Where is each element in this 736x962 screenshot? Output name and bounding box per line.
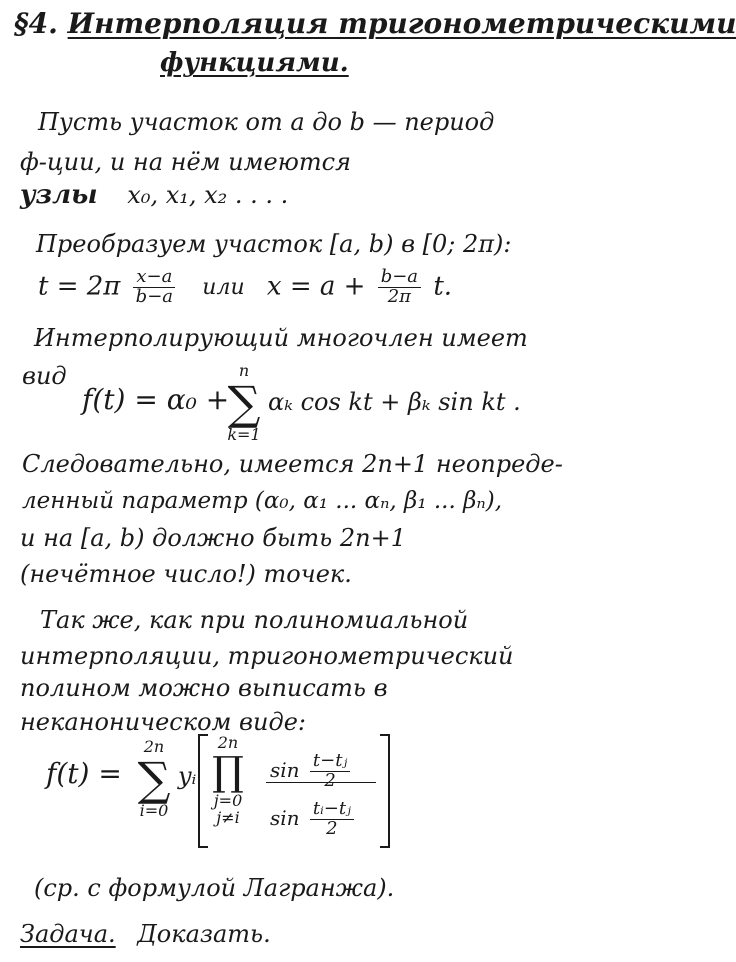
section-number: §4. bbox=[14, 7, 58, 40]
fraction-1-numerator: x−a bbox=[133, 268, 175, 288]
p5-line-2: интерполяции, тригонометрический bbox=[20, 642, 514, 670]
trig-poly-lhs: f(t) = α₀ + bbox=[82, 383, 230, 416]
x-tail: t. bbox=[433, 271, 453, 302]
product-j bbox=[208, 734, 248, 827]
p5-line-1: Так же, как при полиномиальной bbox=[40, 606, 469, 634]
product-symbol: ∏ bbox=[212, 748, 244, 795]
sum-i-lower: i=0 bbox=[139, 800, 169, 820]
denominator-fraction bbox=[310, 800, 354, 839]
sum-i-symbol: ∑ bbox=[137, 751, 171, 806]
nodes-list: x₀, x₁, x₂ . . . . bbox=[127, 181, 289, 209]
product-lower-2: j≠i bbox=[216, 808, 240, 828]
heading-line-1: Интерполяция тригонометрическими bbox=[67, 7, 736, 40]
ratio-numerator bbox=[270, 752, 354, 791]
t-lhs: t = 2π bbox=[38, 271, 121, 302]
fraction-1-denominator: b−a bbox=[135, 285, 174, 307]
task-label: Задача. bbox=[20, 920, 116, 948]
task-line bbox=[20, 922, 271, 946]
y-i: yᵢ bbox=[178, 762, 197, 790]
p4-line-4: (нечётное число!) точек. bbox=[20, 560, 352, 588]
sum-i bbox=[134, 738, 174, 819]
p1-line-3 bbox=[20, 182, 288, 208]
fraction-2-numerator: b−a bbox=[378, 268, 421, 288]
p3-line-2: вид bbox=[22, 362, 67, 390]
p5-line-3: полином можно выписать в bbox=[20, 674, 388, 702]
transform-formula bbox=[38, 268, 452, 307]
numerator-div: 2 bbox=[324, 769, 336, 791]
fraction-2-denominator: 2π bbox=[387, 285, 412, 307]
nodes-word: узлы bbox=[20, 180, 98, 210]
denominator-div: 2 bbox=[326, 817, 338, 839]
numerator-sin: sin bbox=[270, 757, 300, 782]
x-lhs: x = a + bbox=[266, 271, 366, 302]
lagrange-reference: (ср. с формулой Лагранжа). bbox=[34, 874, 395, 902]
ratio-denominator bbox=[270, 800, 358, 839]
product-lower-1: j=0 bbox=[213, 790, 243, 810]
sum-k-upper: n bbox=[238, 361, 250, 380]
page-title bbox=[14, 7, 736, 40]
p1-line-1: Пусть участок от a до b — период bbox=[38, 108, 495, 136]
or-word: или bbox=[202, 275, 245, 301]
p4-line-1: Следовательно, имеется 2n+1 неопреде- bbox=[22, 450, 563, 478]
denominator-sin: sin bbox=[270, 805, 300, 830]
denominator-arg: tᵢ−tⱼ bbox=[310, 800, 354, 820]
sum-k-symbol: ∑ bbox=[227, 375, 261, 430]
trig-poly-rhs: αₖ cos kt + βₖ sin kt . bbox=[268, 388, 521, 416]
fraction-1 bbox=[133, 268, 176, 307]
bracket-left bbox=[198, 734, 208, 848]
ratio-line bbox=[266, 782, 376, 783]
p5-line-4: неканоническом виде: bbox=[20, 708, 306, 736]
bracket-right bbox=[380, 734, 390, 848]
p4-line-2: ленный параметр (α₀, α₁ ... αₙ, β₁ ... βₙ), bbox=[22, 488, 503, 514]
sum-k bbox=[224, 362, 264, 443]
p1-line-2: ф-ции, и на нём имеются bbox=[20, 148, 351, 176]
task-text: Доказать. bbox=[137, 920, 271, 948]
numerator-fraction bbox=[310, 752, 350, 791]
lagrange-lhs: f(t) = bbox=[46, 757, 122, 790]
product-upper: 2n bbox=[217, 733, 239, 752]
sum-i-upper: 2n bbox=[143, 737, 165, 756]
numerator-arg: t−tⱼ bbox=[310, 752, 350, 772]
fraction-2 bbox=[378, 268, 421, 307]
sum-k-lower: k=1 bbox=[227, 424, 261, 444]
p4-line-3: и на [a, b) должно быть 2n+1 bbox=[20, 524, 406, 552]
p2-line-1: Преобразуем участок [a, b) в [0; 2π): bbox=[36, 230, 512, 258]
p3-line-1: Интерполирующий многочлен имеет bbox=[34, 324, 528, 352]
heading-line-2: функциями. bbox=[160, 48, 349, 78]
